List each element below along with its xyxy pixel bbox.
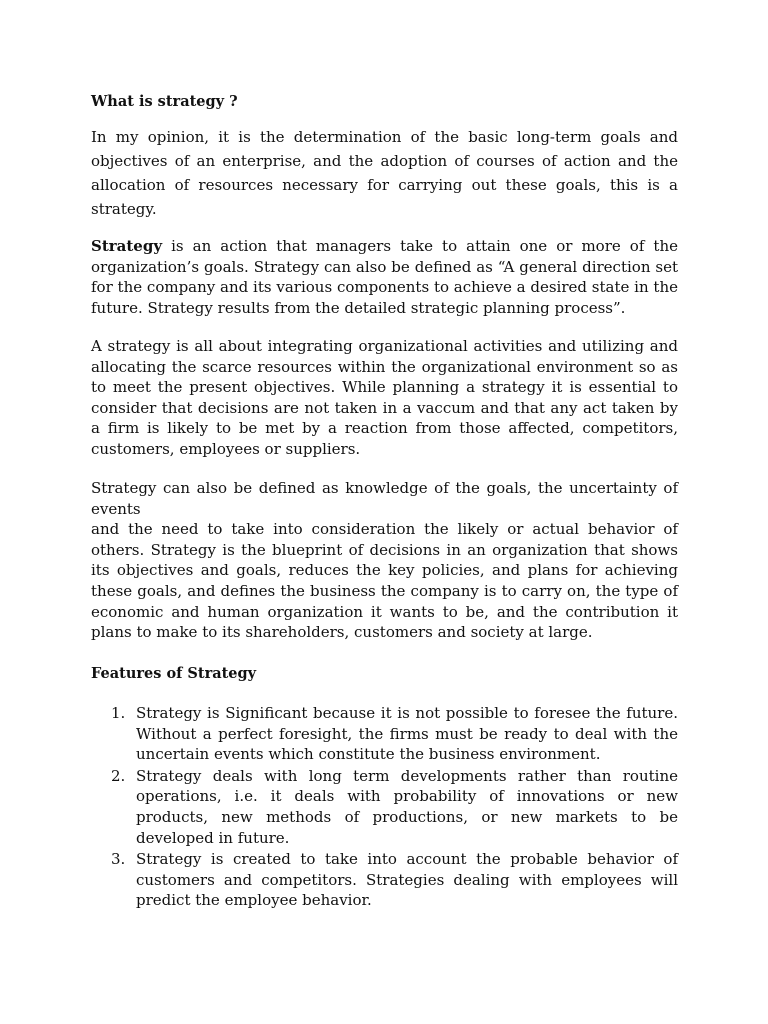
paragraph-integrating: A strategy is all about integrating organizational activities and utilizing and allocating the scarce resources within the organizational environment so as to meet the present objectives. While planning a strategy it is essential to consider that decisions are not taken in a vaccum and that any act taken by a firm is likely to be met by a reaction from those affected, competitors, customers, employees or suppliers. [91,337,678,458]
paragraph-opinion: In my opinion, it is the determination of the basic long-term goals and objectives of an enterprise, and the adoption of courses of action and the allocation of resources necessary for carrying out these goals, this is a strategy. [91,128,678,218]
list-item-text: Strategy is Significant because it is not possible to foresee the future. Without a perfect foresight, the firms must be ready to deal with the uncertain events which constitute the business environment. [136,704,678,764]
heading-what-is-strategy: What is strategy ? [91,93,238,110]
list-item [91,703,678,765]
list-item [91,766,678,848]
list-item-text: Strategy is created to take into account the probable behavior of customers and competitors. Strategies dealing with employees will predict the employee behavior. [136,850,678,910]
strategy-bold-term: Strategy [91,237,163,255]
list-item-text: Strategy deals with long term developments rather than routine operations, i.e. it deals with probability of innovations or new products, new methods of productions, or new markets to be developed in future. [136,766,678,847]
heading-features-of-strategy: Features of Strategy [91,665,257,682]
paragraph-definition [91,236,678,318]
paragraph-definition-body: is an action that managers take to attain one or more of the organization’s goals. Strategy can also be defined as “A general direction set for the company and its various components to achieve a desired state in the future. Strategy results from the detailed strategic planning process”. [91,237,678,317]
paragraph-knowledge-body: and the need to take into consideration the likely or actual behavior of others. Strategy is the blueprint of decisions in an organization that shows its objectives and goals, reduces the key policies, and plans for achieving these goals, and defines the business the company is to carry on, the type of economic and human organization it wants to be, and the contribution it plans to make to its shareholders, customers and society at large. [91,520,678,642]
list-item-number: 2. [111,766,126,785]
features-list [91,703,678,912]
paragraph-knowledge-line1: Strategy can also be defined as knowledge of the goals, the uncertainty of events [91,479,678,518]
list-item [91,849,678,911]
list-item-number: 3. [111,850,126,869]
list-item-number: 1. [111,704,126,722]
paragraph-knowledge [91,478,678,643]
